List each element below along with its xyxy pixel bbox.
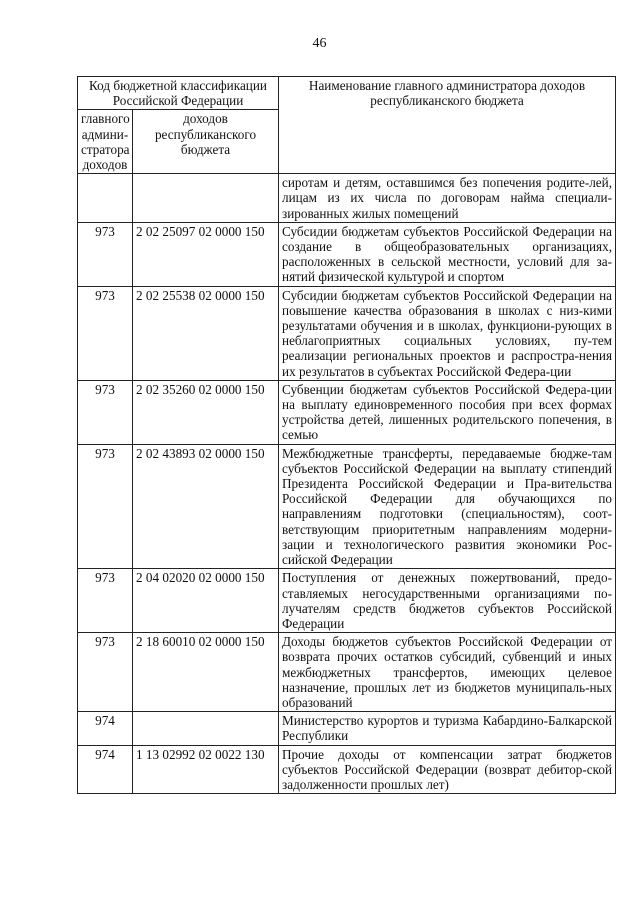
name-cell: Министерство курортов и туризма Кабардино-Балкарской Республики [279,712,616,745]
table-row [78,444,616,569]
name-column-header: Наименование главного администратора доходов республиканского бюджета [279,77,616,174]
revenue-code-cell: 2 02 25097 02 0000 150 [133,222,279,286]
code-group-header: Код бюджетной классификации Российской Федерации [78,77,279,110]
name-cell: Субвенции бюджетам субъектов Российской Федера-ции на выплату единовременного пособия при всех формах устройства детей, лишенных родительского попечения, в семью [279,380,616,444]
admin-column-header: главного админи-стратора доходов [78,110,133,174]
budget-classification-table [77,76,616,794]
admin-code-cell: 973 [78,633,133,712]
name-cell: Прочие доходы от компенсации затрат бюджетов субъектов Российской Федерации (возврат дебитор-ской задолженности прошлых лет) [279,745,616,794]
admin-code-cell: 973 [78,380,133,444]
admin-code-cell: 974 [78,712,133,745]
name-cell: Доходы бюджетов субъектов Российской Федерации от возврата прочих остатков субсидий, субвенций и иных межбюджетных трансфертов, имеющих целевое назначение, прошлых лет из бюджетов муниципаль-ных образований [279,633,616,712]
table-row [78,569,616,633]
revenue-code-cell [133,174,279,223]
name-cell: сиротам и детям, оставшимся без попечения родите-лей, лицам из их числа по договорам найма специали-зированных жилых помещений [279,174,616,223]
name-cell: Субсидии бюджетам субъектов Российской Федерации на создание в общеобразовательных организациях, расположенных в сельской местности, условий для за-нятий физической культурой и спортом [279,222,616,286]
table-row [78,745,616,794]
name-cell: Межбюджетные трансферты, передаваемые бюдже-там субъектов Российской Федерации на выплату стипендий Президента Российской Федерации и Пра-вительства Российской Федерации для обучающихся по направлениям подготовки (специальностям), соот-ветствующим приоритетным направлениям модерни-зации и технологического развития экономики Рос-сийской Федерации [279,444,616,569]
table-row [78,380,616,444]
table-row [78,286,616,380]
revenue-code-cell: 2 02 35260 02 0000 150 [133,380,279,444]
revenue-code-cell: 2 18 60010 02 0000 150 [133,633,279,712]
revenue-column-header: доходов республиканского бюджета [133,110,279,174]
revenue-code-cell: 2 04 02020 02 0000 150 [133,569,279,633]
table-row [78,222,616,286]
admin-code-cell: 974 [78,745,133,794]
admin-code-cell: 973 [78,569,133,633]
page-number: 46 [312,36,327,51]
revenue-code-cell: 2 02 25538 02 0000 150 [133,286,279,380]
table-row [78,174,616,223]
admin-code-cell: 973 [78,444,133,569]
table-header [78,77,616,174]
revenue-code-cell: 1 13 02992 02 0022 130 [133,745,279,794]
revenue-code-cell: 2 02 43893 02 0000 150 [133,444,279,569]
name-cell: Субсидии бюджетам субъектов Российской Федерации на повышение качества образования в школах с низ-кими результатами обучения и в школах, функциони-рующих в неблагоприятных социальных условиях, пу-тем реализации региональных проектов и распростра-нения их результатов в субъектах Российской Федера-ции [279,286,616,380]
admin-code-cell [78,174,133,223]
table-body [78,174,616,794]
table-row [78,633,616,712]
admin-code-cell: 973 [78,222,133,286]
admin-code-cell: 973 [78,286,133,380]
table-row [78,712,616,745]
name-cell: Поступления от денежных пожертвований, предо-ставляемых негосударственными организациями по-лучателям средств бюджетов субъектов Российской Федерации [279,569,616,633]
revenue-code-cell [133,712,279,745]
